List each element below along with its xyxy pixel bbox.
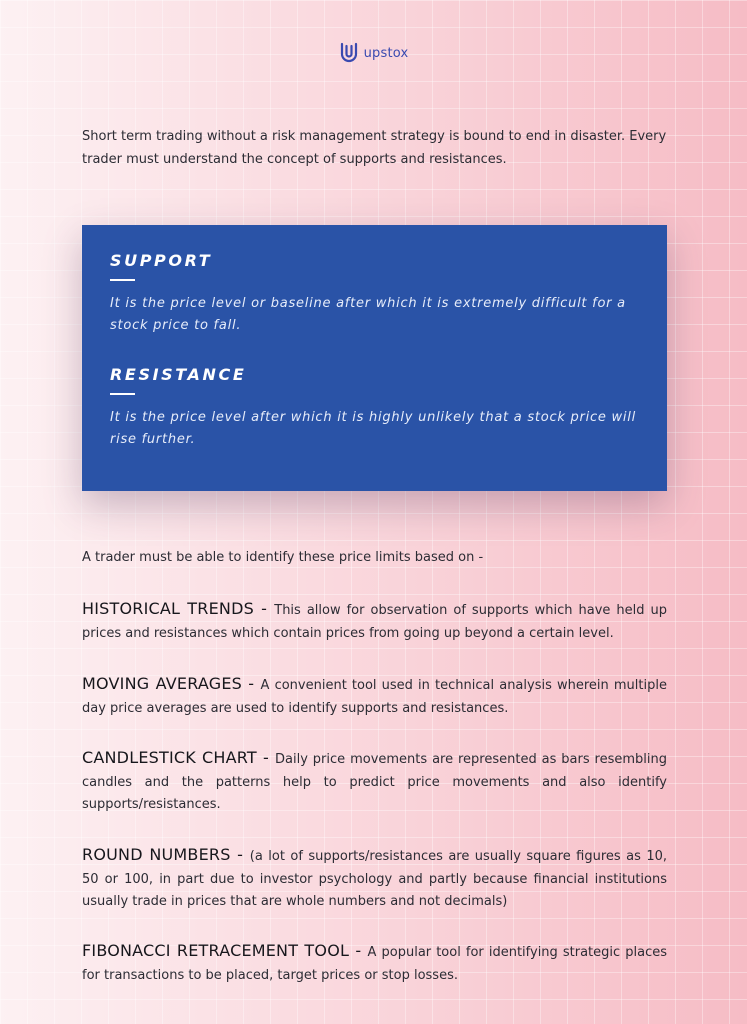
intro-paragraph: Short term trading without a risk management strategy is bound to end in disaster. Every trader must understand the concept of supports and resistances. [82,129,667,167]
resistance-underline [110,393,135,395]
item-historical-trends [82,598,667,645]
item-description: Daily price movements are represented as bars resembling candles and the patterns help to predict price movements and also identify supports/resistances. [82,752,667,812]
item-term: CANDLESTICK CHART - [82,748,275,767]
item-description: This allow for observation of supports which have held up prices and resistances which contain prices from going up beyond a certain level. [82,603,667,641]
support-definition: It is the price level or baseline after which it is extremely difficult for a stock price to fall. [110,296,626,333]
resistance-heading: RESISTANCE [110,365,247,384]
definition-card [82,225,667,491]
item-fibonacci-retracement-tool [82,940,667,987]
item-term: HISTORICAL TRENDS - [82,599,275,618]
lead-paragraph: A trader must be able to identify these price limits based on - [82,550,484,565]
upstox-logo-icon [339,42,359,64]
item-moving-averages [82,673,667,720]
item-description: (a lot of supports/resistances are usually square figures as 10, 50 or 100, in part due to investor psychology and partly because financial institutions usually trade in prices that are whole numbers and not decimals) [82,849,667,909]
item-term: FIBONACCI RETRACEMENT TOOL - [82,941,368,960]
item-description: A popular tool for identifying strategic places for transactions to be placed, target prices or stop losses. [82,945,667,983]
item-candlestick-chart [82,747,667,817]
support-underline [110,279,135,281]
brand-logo [0,42,747,64]
item-term: ROUND NUMBERS - [82,845,250,864]
item-description: A convenient tool used in technical analysis wherein multiple day price averages are used to identify supports and resistances. [82,678,667,716]
resistance-definition: It is the price level after which it is highly unlikely that a stock price will rise further. [110,410,636,447]
support-heading: SUPPORT [110,251,213,270]
item-term: MOVING AVERAGES - [82,674,261,693]
item-round-numbers [82,844,667,914]
brand-name: upstox [363,45,409,61]
